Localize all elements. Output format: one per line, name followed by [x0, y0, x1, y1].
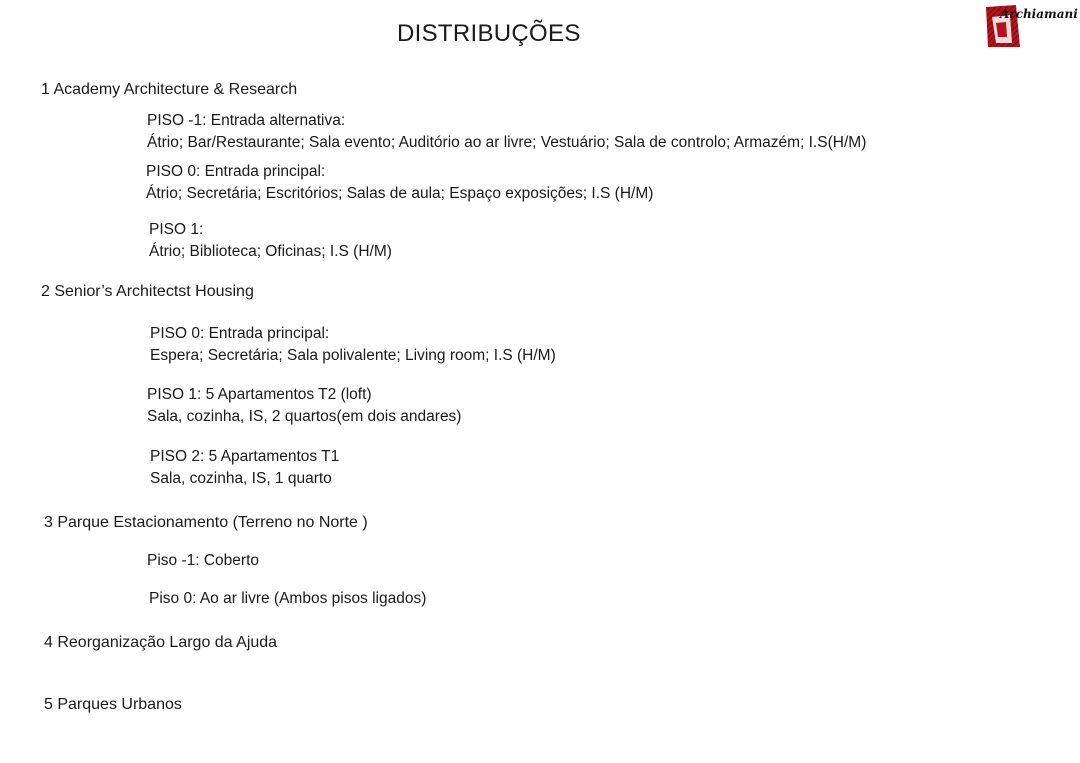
section-2-floor-3-label: PISO 2: 5 Apartamentos T1: [150, 448, 340, 465]
section-2-floor-3-detail: Sala, cozinha, IS, 1 quarto: [150, 470, 332, 487]
section-1-heading: 1 Academy Architecture & Research: [41, 81, 298, 98]
section-1-floor-2-label: PISO 0: Entrada principal:: [146, 163, 326, 180]
section-3-heading: 3 Parque Estacionamento (Terreno no Norte ): [44, 514, 368, 531]
section-2-heading: 2 Senior’s Architectst Housing: [41, 283, 254, 300]
section-2-floor-2-detail: Sala, cozinha, IS, 2 quartos(em dois andares): [147, 408, 462, 425]
section-2-floor-2-label: PISO 1: 5 Apartamentos T2 (loft): [147, 386, 372, 403]
page-title: DISTRIBUÇÕES: [397, 20, 581, 47]
section-5-heading: 5 Parques Urbanos: [44, 696, 182, 713]
section-1-floor-2-detail: Átrio; Secretária; Escritórios; Salas de aula; Espaço exposições; I.S (H/M): [146, 185, 654, 202]
section-1-floor-1-detail: Átrio; Bar/Restaurante; Sala evento; Auditório ao ar livre; Vestuário; Sala de controlo; Armazém; I.S(H/M): [147, 134, 867, 151]
section-3-floor-2-label: Piso 0: Ao ar livre (Ambos pisos ligados): [149, 590, 427, 607]
section-2-floor-1-label: PISO 0: Entrada principal:: [150, 325, 330, 342]
archiamani-logo: [982, 3, 1076, 49]
section-1-floor-1-label: PISO -1: Entrada alternativa:: [147, 112, 346, 129]
section-2-floor-1-detail: Espera; Secretária; Sala polivalente; Living room; I.S (H/M): [150, 347, 556, 364]
logo-text: Archiamani: [1000, 7, 1078, 21]
section-3-floor-1-label: Piso -1: Coberto: [147, 552, 259, 569]
section-4-heading: 4 Reorganização Largo da Ajuda: [44, 634, 278, 651]
section-1-floor-3-detail: Átrio; Biblioteca; Oficinas; I.S (H/M): [149, 243, 392, 260]
section-1-floor-3-label: PISO 1:: [149, 221, 204, 238]
